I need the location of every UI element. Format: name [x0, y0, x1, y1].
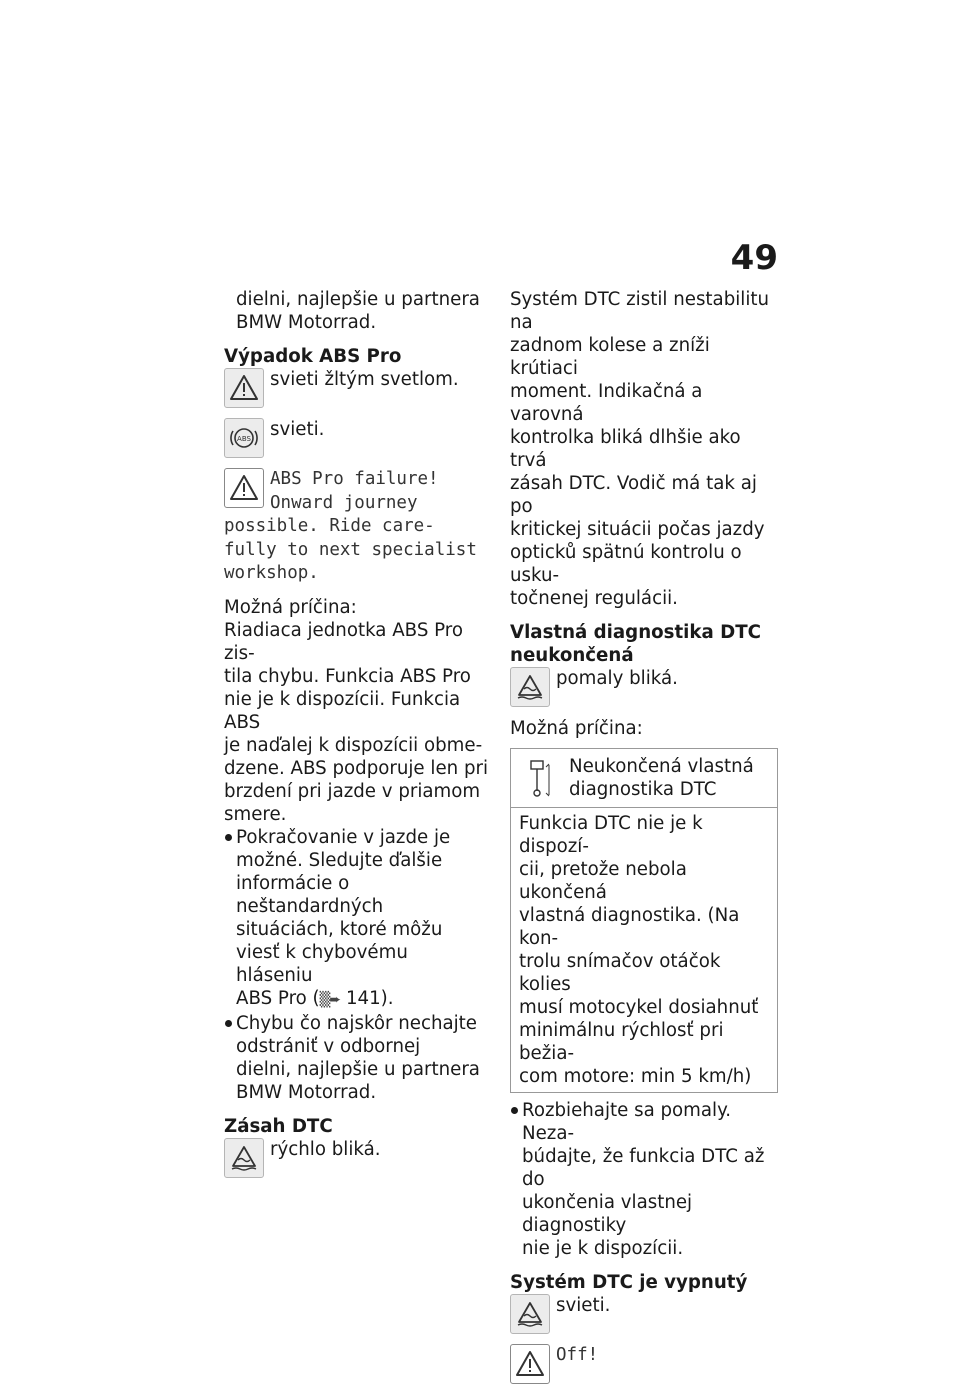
page-number: 49: [730, 238, 778, 278]
text-line: BMW Motorrad.: [236, 1081, 377, 1103]
text-line: búdajte, že funkcia DTC až do: [522, 1146, 765, 1190]
text-line: dzene. ABS podporuje len pri: [224, 757, 489, 779]
text-line: Systém DTC zistil nestabilitu na: [510, 289, 770, 333]
display-message-head: [270, 468, 439, 515]
dtc-icon: [510, 1294, 550, 1334]
text-line: zásah DTC. Vodič má tak aj po: [510, 473, 757, 517]
text-line: musí motocykel dosiahnuť: [519, 997, 759, 1018]
dtc-icon: [224, 1138, 264, 1178]
section-heading-dtc: Zásah DTC: [224, 1115, 333, 1137]
display-line: ABS Pro failure!: [270, 469, 439, 489]
intro-paragraph: [510, 288, 778, 610]
text-line: odstrániť v odbornej: [236, 1035, 421, 1057]
text-line: brzdení pri jazde v priamom: [224, 780, 481, 802]
text-line: Chybu čo najskôr nechajte: [236, 1012, 477, 1034]
section-heading-abs: Výpadok ABS Pro: [224, 346, 402, 367]
abs-icon: [224, 418, 264, 458]
display-message-row: [510, 1344, 778, 1384]
heading-line: Vlastná diagnostika DTC: [510, 622, 761, 643]
text-line: Neukončená vlastná: [569, 756, 754, 777]
display-line: Onward journey: [270, 492, 418, 513]
text-line: Funkcia DTC nie je k dispozí-: [519, 813, 703, 857]
cause-label: Možná príčina:: [510, 718, 643, 739]
text-line: informácie o neštandardných: [236, 872, 384, 917]
text-line: cii, pretože nebola ukončená: [519, 859, 687, 903]
text-line: je naďalej k dispozícii obme-: [224, 734, 483, 756]
text-line: nie je k dispozícii. Funkcia ABS: [224, 688, 461, 733]
text-line: situáciách, ktoré môžu: [236, 918, 443, 940]
text-line: trolu snímačov otáčok kolies: [519, 951, 721, 995]
display-message-rest: [224, 515, 490, 586]
bullet-list: [224, 826, 490, 1104]
text-line: zadnom kolese a zníži krútiaci: [510, 335, 710, 379]
text-line: možné. Sledujte ďalšie: [236, 849, 443, 871]
intro-line: dielni, najlepšie u partnera: [236, 289, 480, 310]
warning-triangle-icon: [224, 468, 264, 508]
text-line: dielni, najlepšie u partnera: [236, 1058, 480, 1080]
display-message: Off!: [556, 1345, 599, 1365]
text-line: točnenej regulácii.: [510, 588, 678, 609]
text-line: com motore: min 5 km/h): [519, 1066, 752, 1087]
text-line: kontrolka bliká dlhšie ako trvá: [510, 427, 741, 471]
indicator-row: [224, 368, 490, 408]
cause-box-body: [511, 808, 777, 1092]
indicator-text: pomaly bliká.: [556, 668, 678, 689]
indicator-row: [224, 1138, 490, 1178]
cause-box-header: [511, 749, 777, 808]
text-line: vlastná diagnostika. (Na kon-: [519, 905, 740, 949]
cause-label: Možná príčina:: [224, 596, 357, 618]
text-line: viesť k chybovému hláseniu: [236, 941, 408, 986]
page-reference[interactable]: [236, 987, 490, 1012]
ref-prefix: ABS Pro (: [236, 987, 320, 1009]
svg-text:ABS: ABS: [237, 435, 251, 443]
indicator-row: [510, 667, 778, 707]
display-line: workshop.: [224, 563, 319, 583]
ref-page: 141: [345, 987, 381, 1009]
section-heading-dtc-off: Systém DTC je vypnutý: [510, 1272, 748, 1293]
text-line: nie je k dispozícii.: [522, 1238, 684, 1259]
arrow-right-icon: ▒➨: [319, 991, 341, 1008]
right-column: [510, 288, 778, 1384]
text-line: Pokračovanie v jazde je: [236, 826, 451, 848]
indicator-text: svieti.: [556, 1295, 611, 1316]
display-message-row: [224, 468, 490, 515]
text-line: diagnostika DTC: [569, 779, 717, 800]
indicator-text: svieti.: [270, 419, 325, 440]
list-item: [224, 1012, 490, 1104]
display-line: fully to next specialist: [224, 539, 477, 560]
indicator-row: [224, 418, 490, 458]
text-line: Riadiaca jednotka ABS Pro zis-: [224, 619, 463, 664]
section-heading-diagnostics: [510, 621, 778, 667]
cause-text: [224, 619, 490, 826]
intro-line: BMW Motorrad.: [236, 312, 377, 333]
left-column: [224, 288, 490, 1178]
ref-suffix: ).: [380, 987, 394, 1009]
heading-line: neukončená: [510, 645, 634, 666]
text-line: Rozbiehajte sa pomaly. Neza-: [522, 1100, 732, 1144]
text-line: moment. Indikačná a varovná: [510, 381, 703, 425]
sensor-icon: [525, 755, 555, 799]
text-line: ukončenia vlastnej diagnostiky: [522, 1192, 693, 1236]
cause-box: [510, 748, 778, 1093]
text-line: minimálnu rýchlosť pri bežia-: [519, 1020, 724, 1064]
text-line: smere.: [224, 803, 287, 825]
indicator-row: [510, 1294, 778, 1334]
indicator-text: rýchlo bliká.: [270, 1138, 381, 1160]
cause-box-title: [569, 755, 754, 801]
warning-triangle-icon: [510, 1344, 550, 1384]
text-line: kritickej situácii počas jazdy: [510, 519, 765, 540]
text-line: tila chybu. Funkcia ABS Pro: [224, 665, 471, 687]
list-item: [510, 1099, 778, 1260]
indicator-text: svieti žltým svetlom.: [270, 369, 459, 390]
dtc-icon: [510, 667, 550, 707]
list-item: [224, 826, 490, 1012]
warning-triangle-icon: [224, 368, 264, 408]
display-line: possible. Ride care-: [224, 516, 435, 536]
bullet-list: [510, 1099, 778, 1260]
text-line: opticků spätnú kontrolu o usku-: [510, 542, 742, 586]
